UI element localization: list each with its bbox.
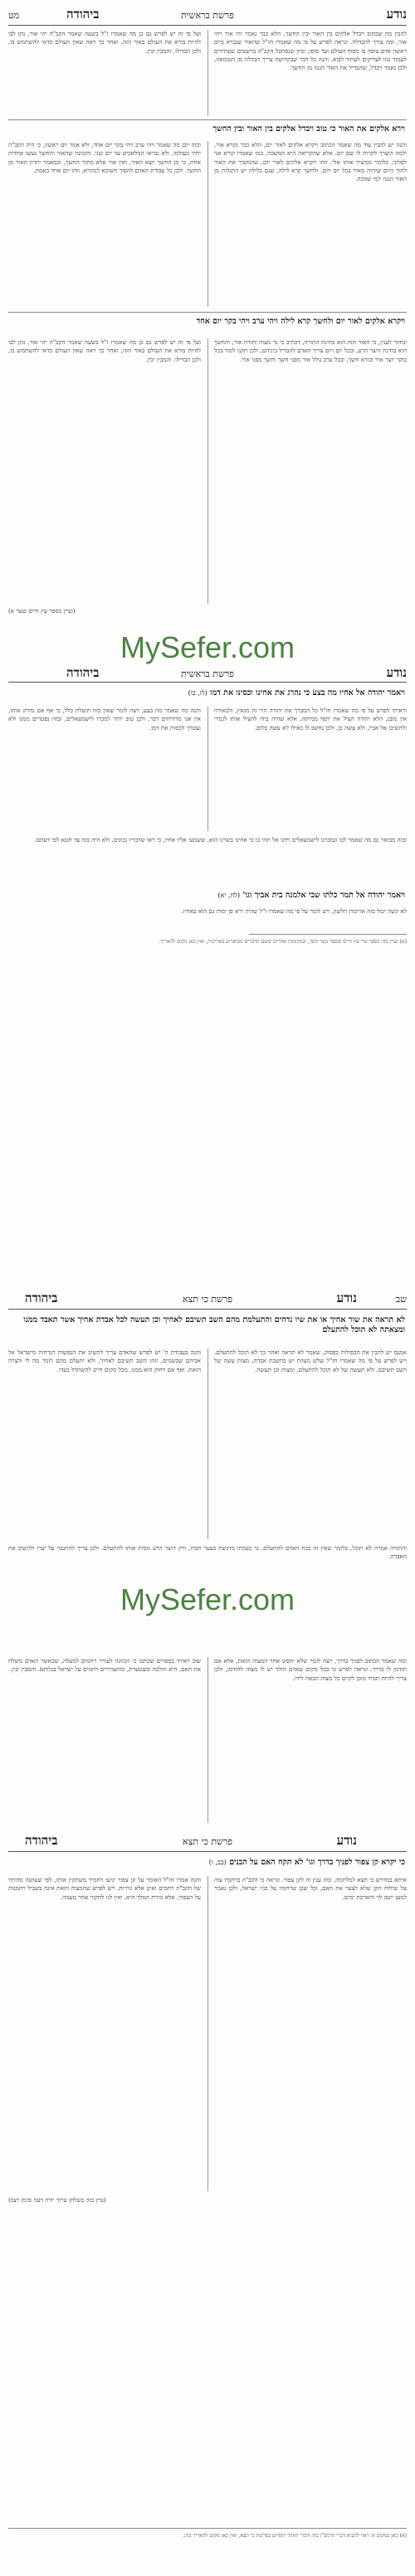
running-header bbox=[8, 1831, 407, 1851]
source-note: (עיין בזה בשלחן ערוך יורה דעה סימן רצב) bbox=[8, 2196, 106, 2204]
verse-reference: (לח, יא) bbox=[217, 892, 241, 899]
header-parsha: פרשת כי תצא bbox=[183, 1294, 232, 1305]
body-column-right: והנה יש להבין עוד מה שאמר הכתוב ויקרא אלקים לאור יום, הלא כבר נקרא אור, ולמה הוצרך לקרות לו שם יום. אלא שהקריאה היא המשכה, כמו שאמרו קורא אני לפלוני, כלומר ממשיך אותו אלי. וזהו ויקרא אלקים לאור יום, שהמשיך את האור לתוך היום שיהיה מאיר בכל יום ויום, ולחשך קרא לילה, שגם בלילה יש התגלות מן האור הגנוז למי שזוכה. bbox=[214, 141, 407, 183]
body-paragraph: והתורה אמרה לא תוכל, כלומר שאין זה בכח האדם להתעלם, כי נשמתו מרגשת בצער חברו, ורק היצר הרע מסית אותו להתעלם. ולכן צריך להתגבר על יצרו ולהשיב את האבדה. bbox=[8, 1544, 407, 1561]
header-right-title: נודע bbox=[336, 1833, 357, 1848]
body-column-right: איתא במדרש כי תצא למלחמה, ומה ענין זה לקן צפור. ונראה כי הקב"ה ברחמיו צוה על שילוח הקן שלא לצער את האם, וכל שכן שרחמיו על בניו ישראל, ולכן נאמר למען ייטב לך והארכת ימים. bbox=[214, 1876, 407, 1901]
verse-heading bbox=[10, 891, 405, 901]
header-right-title: נודע bbox=[386, 665, 407, 680]
header-right-title: נודע bbox=[386, 7, 407, 22]
section-rule bbox=[8, 119, 407, 120]
running-header bbox=[8, 1289, 407, 1309]
header-left-title: ביהודה bbox=[66, 665, 100, 680]
verse-heading: לא תראה את שור אחיך או את שיו נדחים והתעלמת מהם השב תשיבם לאחיך וכן תעשה לכל אבדת אחיך אשר תאבד ממנו ומצאתה לא תוכל להתעלם bbox=[23, 1315, 405, 1334]
header-right-title: נודע bbox=[336, 1290, 357, 1305]
body-paragraph: ובזה מבואר גם מה שאמר לכו ונמכרנו לישמעאלים וידנו אל תהי בו כי אחינו בשרנו הוא, ששמעו אליו אחיו, כי ראו שדבריו נכונים, ולא היה בזה צד חטא לפי דעתם. bbox=[34, 836, 407, 843]
verse-heading bbox=[10, 1858, 405, 1868]
body-paragraph: לא קשה יכול בזה אריכות הלשון, ויש לומר על פי מה שאמרו ז"ל שהיה ירא פן ימות גם הוא כאחיו. bbox=[181, 907, 407, 915]
running-header bbox=[8, 5, 407, 25]
scan-page-1 bbox=[0, 0, 415, 1277]
body-column-right: אמנם יש להבין את הכפילות בפסוק, שאמר לא תראה ואחר כך לא תוכל להתעלם. ויש לפרש על פי מה שאמרו חז"ל שלש מצוות יש בהשבת אבדה, מצות עשה של השב תשיבם, ולא תעשה של לא תוכל להתעלם, ומצות וכן תעשה. bbox=[214, 1349, 407, 1373]
watermark: MySefer.com bbox=[120, 1582, 295, 1616]
source-note: (ועיין בספר עץ חיים שער א) bbox=[8, 607, 76, 615]
intro-column-right: להבין מה שכתוב ויבדל אלקים בין האור ובין החשך, הלא כבר נאמר יהי אור ויהי אור, ומה צורך להבדלה. ונראה לפרש על פי מה שאמרו חז"ל שהאור שנברא ביום ראשון אדם צופה בו מסוף העולם ועד סופו, וכיון שנסתכל הקב"ה ברשעים שעתידים לעמוד גנזו לצדיקים לעתיד לבוא. והנה כל דבר שבקדושה צריך הבדלה מן הטומאה, ולכן נאמר ויבדל, שהבדיל את האור הגנוז מן החשך. bbox=[214, 30, 407, 72]
header-parsha: פרשת בראשית bbox=[181, 668, 234, 679]
footnote: (א) כאן במקום זה ראוי להביא דברי הרמב"ן בזה ודברי הזוהר הקדוש בפרשת כי תצא, ואין כאן מקום להאריך בזה. bbox=[183, 2533, 407, 2539]
page-gap bbox=[0, 1277, 415, 1284]
footnote: (א) ועיין בזה בספר פרי עץ חיים ובספר נוצר חסד, ובמקומות אחרים ששם הדברים מבוארים באריכות, ואין כאן מקום להאריך. bbox=[159, 939, 407, 945]
header-left-title: ביהודה bbox=[66, 7, 100, 22]
body-column-left: והנה אמרו חז"ל האומר על קן צפור יגיעו רחמיך משתקין אותו, לפי שעושה מדותיו של הקב"ה רחמים ואינן אלא גזירות. ויש לפרש שהמצוה הזאת אינה בשביל רחמנות על הצפור, אלא גזירת המלך היא, ואין לנו לחקור אחר טעמה. bbox=[8, 1876, 201, 1901]
body-column-left: ובזה יובן מה שאמר ויהי ערב ויהי בקר יום אחד, ולא אמר יום ראשון, כי היה הקב"ה יחיד בעולמו, ולא נבראו המלאכים עד יום שני. והכוונה שהאור והחשך נעשו אחדות אחת, כי מן החשך יוצא האור, ואין אור אלא מתוך החשך, וכמאמר יתרון האור מן החשך. ולכן כל עבודת האדם להפוך חשוכא לנהורא, וזהו יום אחד באמת. bbox=[8, 141, 201, 174]
header-parsha: פרשת בראשית bbox=[181, 10, 234, 21]
verse-heading: ויקרא אלקים לאור יום ולחשך קרא לילה ויהי ערב ויהי בקר יום אחד bbox=[196, 317, 405, 326]
scan-page-2 bbox=[0, 1284, 415, 2576]
header-left-title: ביהודה bbox=[25, 1290, 58, 1305]
section-rule bbox=[8, 312, 407, 313]
header-rule bbox=[8, 25, 407, 26]
header-left-title: ביהודה bbox=[25, 1833, 58, 1848]
body-column-left: והנה בעבודת ה' יש לפרש שהאדם צריך להשיב את הנפשות הנדחות מישראל אל אביהם שבשמים, וזהו השב תשיבם לאחיך, ולא יתעלם מהם לומר מה לי ולצרה הזאת. ואף אם רחוק הוא ממנו, מכל מקום חייב להשתדל בעדו. bbox=[8, 1349, 201, 1373]
body-column-right: ומה שאמר הכתוב לפניך בדרך, רצה לומר שלא יחפש אחר המצוה הזאת, אלא אם תזדמן לו בדרך. ונראה לפרש כי בכל מקום שאדם הולך יש לו מצוה להזדמן, ולכן צריך להיות תמיד מוכן לקיים כל מצוה הבאה לידו. bbox=[214, 1657, 407, 1682]
intro-column-left: ועל פי זה יש לפרש גם כן מה שאמרו ז"ל בשעה שאמר הקב"ה יהי אור, נתן לבו להיות בורא את העולם באור הזה, ואחר כך ראה שאין העולם כדאי להשתמש בו, ולכן הבדילו. והמבין יבין. bbox=[8, 30, 201, 55]
running-header bbox=[8, 663, 407, 683]
header-page-number: שב bbox=[395, 1294, 407, 1305]
body-column-right: ונחזור לענין, כי האור הזה הוא בחינת התורה, דכתיב כי נר מצוה ותורה אור, והחשך הוא בחינת היצר הרע, ובכל יום ויום צריך האדם להבדיל ביניהם, ולכן תקנו לומר בכל בוקר יוצר אור ובורא חשך, ובכל ערב גולל אור מפני חשך וחשך מפני אור. bbox=[214, 338, 407, 363]
verse-reference: (כב, ו) bbox=[208, 1859, 227, 1866]
verse-reference: (לז, כו) bbox=[188, 689, 208, 697]
header-rule bbox=[8, 1309, 407, 1310]
verse-heading: וירא אלקים את האור כי טוב ויבדל אלקים בין האור ובין החשך bbox=[212, 124, 405, 134]
header-parsha: פרשת כי תצא bbox=[183, 1836, 232, 1847]
footnote-rule bbox=[8, 2528, 407, 2529]
verse-text: ויאמר יהודה אל אחיו מה בצע כי נהרג את אחינו וכסינו את דמו bbox=[210, 688, 405, 697]
verse-text: ויאמר יהודה אל תמר כלתו שבי אלמנה בית אביך וגו' bbox=[242, 891, 405, 900]
body-column-left: שוב ראיתי בספרים שכתבו כי הכוונה לעורר רחמים למעלה, שכאשר האדם משלח את האם, היא הולכת ומצטערת, ומתעוררים רחמים על ישראל בגלותם. והמבין יבין. bbox=[8, 1657, 201, 1674]
header-page-number: מט bbox=[8, 10, 20, 21]
body-column-right: וראיתי לפרש על פי מה שאמרו חז"ל כל המברך את יהודה הרי זה מנאץ, ולכאורה אין מובן, הלא יהודה הציל את יוסף ממיתה. אלא שהיה בידו להציל אותו לגמרי ולהשיבו אל אביו, ולא עשה כן, ולכן נחשב לו כאילו לא עשה כלום. bbox=[214, 707, 407, 731]
footnote-rule bbox=[249, 934, 407, 935]
body-column-left: והנה מה שאמר מה בצע, רצה לומר שאין בזה תועלת כלל, כי אף אם נהרוג אותו, אין אנו מרוויחים דבר, ולכן טוב יותר למכרו לישמעאלים, ובזה נפטרים ממנו ולא נצטרך לכסות את דמו. bbox=[8, 707, 201, 731]
header-rule bbox=[8, 1851, 407, 1852]
verse-heading bbox=[10, 688, 405, 698]
watermark: MySefer.com bbox=[120, 630, 295, 664]
verse-text: כי יקרא קן צפור לפניך בדרך וגו' לא תקח האם על הבנים bbox=[229, 1858, 405, 1867]
body-column-left: ועל פי זה יש לפרש גם כן מה שאמרו ז"ל בשעה שאמר הקב"ה יהי אור, נתן לבו להיות בורא את העולם באור הזה, ואחר כך ראה שאין העולם כדאי להשתמש בו, ולכן הבדילו. והמבין יבין. bbox=[8, 338, 201, 363]
